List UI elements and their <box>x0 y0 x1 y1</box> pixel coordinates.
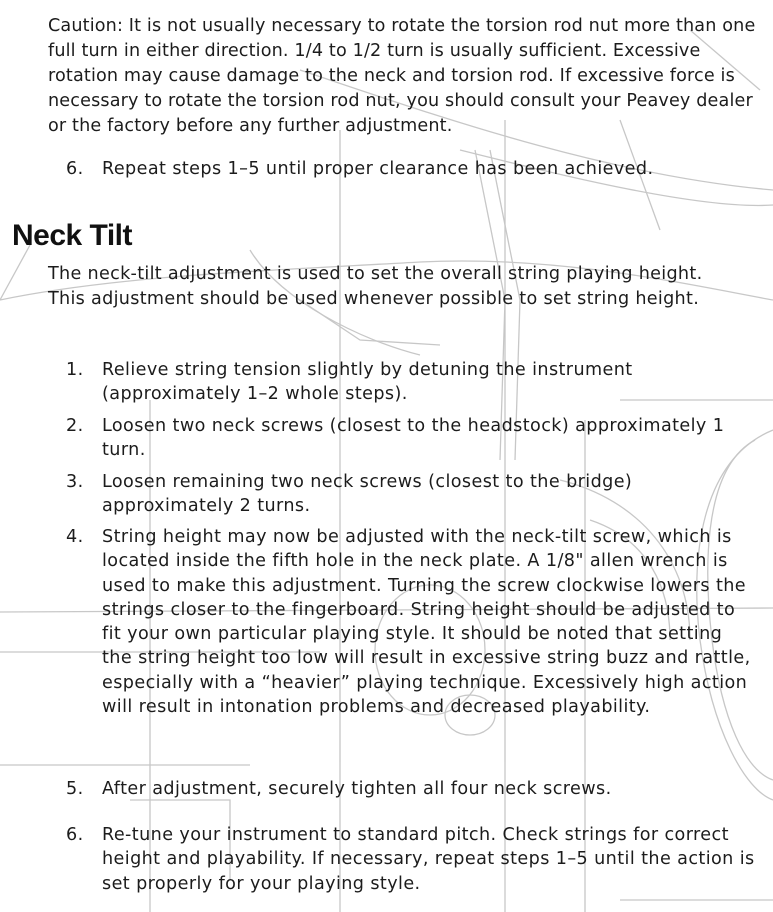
step-text: Loosen remaining two neck screws (closest to the bridge) approximately 2 turns. <box>102 472 633 517</box>
list-item <box>66 470 756 519</box>
step-number: 5. <box>66 779 84 799</box>
step-text: Repeat steps 1–5 until proper clearance has been achieved. <box>102 159 654 179</box>
list-item <box>66 414 756 463</box>
section-heading: Neck Tilt <box>12 219 132 252</box>
step-text: Loosen two neck screws (closest to the headstock) approximately 1 turn. <box>102 416 725 461</box>
step-text: Re-tune your instrument to standard pitch. Check strings for correct height and playability. If necessary, repeat steps 1–5 until the action is set properly for your playing style. <box>102 825 755 894</box>
previous-step-item <box>66 157 756 182</box>
list-item <box>66 358 756 407</box>
step-text: Relieve string tension slightly by detuning the instrument (approximately 1–2 whole steps). <box>102 360 633 405</box>
list-item <box>66 823 756 896</box>
step-text: String height may now be adjusted with the neck-tilt screw, which is located inside the fifth hole in the neck plate. A 1/8" allen wrench is used to make this adjustment. Turning the screw clockwise lowers the strings closer to the fingerboard. String height should be adjusted to fit your own particular playing style. It should be noted that setting the string height too low will result in excessive string buzz and rattle, especially with a “heavier” playing technique. Excessively high action will result in intonation problems and decreased playability. <box>102 527 751 718</box>
step-number: 1. <box>66 360 84 380</box>
list-item <box>66 777 756 801</box>
step-number: 6. <box>66 159 84 179</box>
list-item <box>66 525 756 719</box>
step-number: 4. <box>66 527 84 547</box>
section-intro: The neck-tilt adjustment is used to set the overall string playing height. This adjustment should be used whenever possible to set string height. <box>48 264 703 309</box>
step-number: 2. <box>66 416 84 436</box>
step-text: After adjustment, securely tighten all four neck screws. <box>102 779 612 799</box>
step-number: 6. <box>66 825 84 845</box>
step-number: 3. <box>66 472 84 492</box>
caution-note: Caution: It is not usually necessary to rotate the torsion rod nut more than one full turn in either direction. 1/4 to 1/2 turn is usually sufficient. Excessive rotation may cause damage to the neck and torsion rod. If excessive force is necessary to rotate the torsion rod nut, you should consult your Peavey dealer or the factory before any further adjustment. <box>48 16 756 136</box>
